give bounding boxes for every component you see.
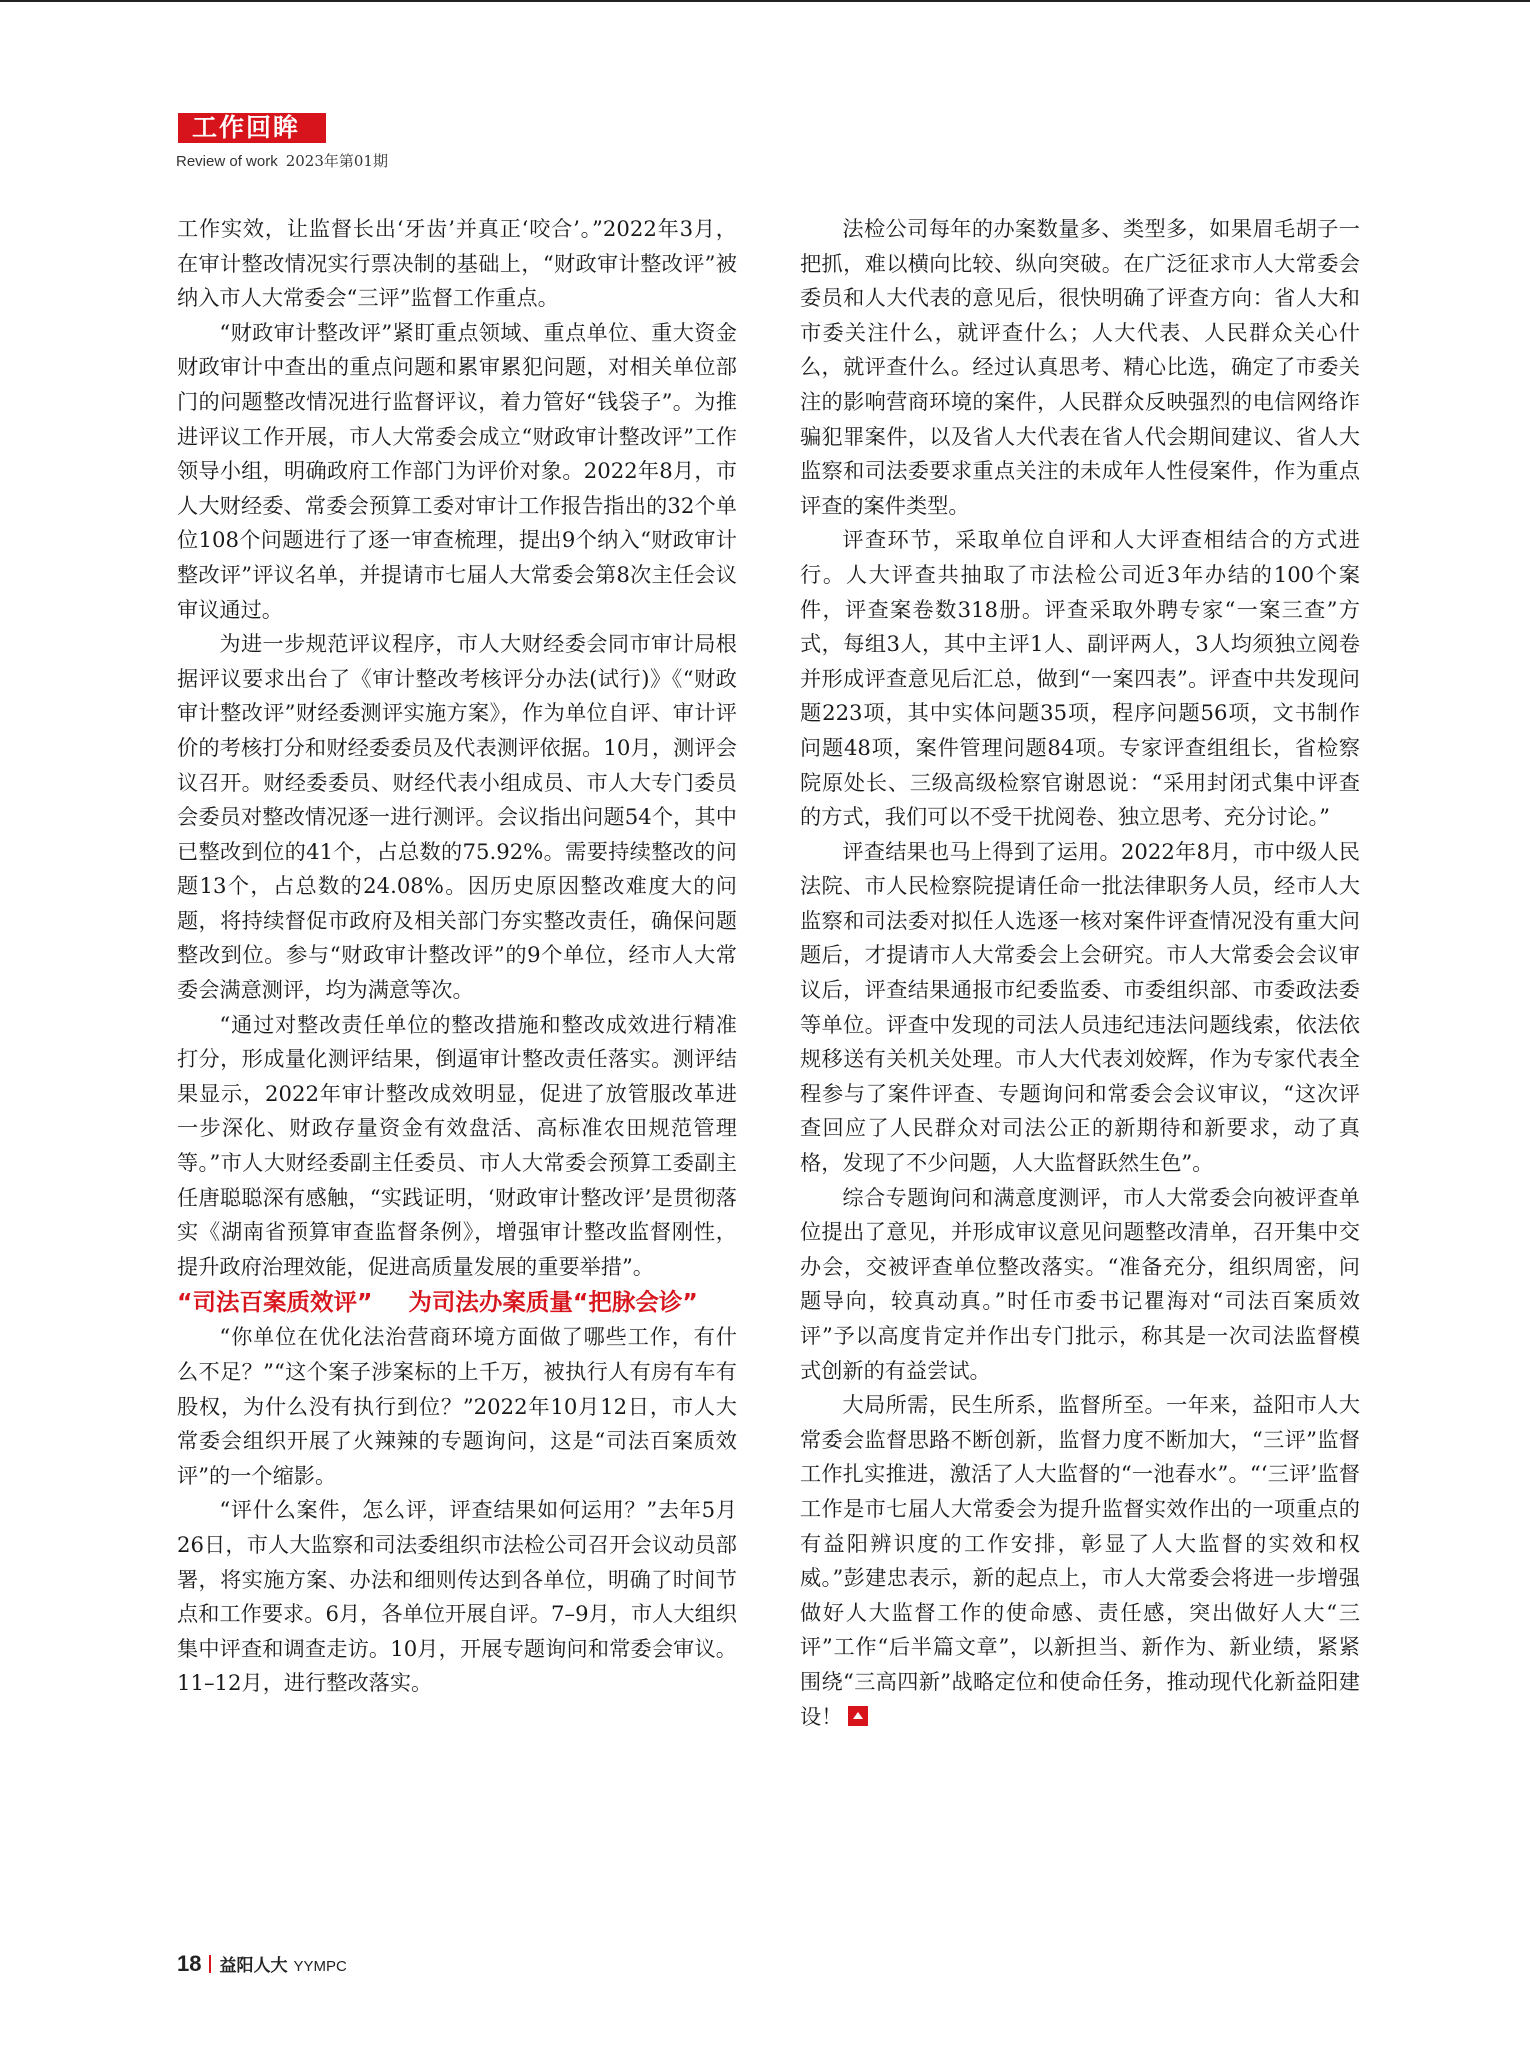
paragraph: 评查环节，采取单位自评和人大评查相结合的方式进行。人大评查共抽取了市法检公司近3年办结的100个案件，评查案卷数318册。评查采取外聘专家“一案三查”方式，每组3人，其中主评1人、副评两人，3人均须独立阅卷并形成评查意见后汇总，做到“一案四表”。评查中共发现问题223项，其中实体问题35项，程序问题56项，文书制作问题48项，案件管理问题84项。专家评查组组长，省检察院原处长、三级高级检察官谢恩说：“采用封闭式集中评查的方式，我们可以不受干扰阅卷、独立思考、充分讨论。” xyxy=(800,527,1360,830)
paragraph: 综合专题询问和满意度测评，市人大常委会向被评查单位提出了意见，并形成审议意见问题整改清单，召开集中交办会，交被评查单位整改落实。“准备充分，组织周密，问题导向，较真动真。”时任市委书记瞿海对“司法百案质效评”予以高度肯定并作出专门批示，称其是一次司法监督模式创新的有益尝试。 xyxy=(800,1184,1360,1383)
section-subheading xyxy=(177,1284,737,1320)
header-subtitle xyxy=(176,150,388,171)
paragraph: “评什么案件，怎么评，评查结果如何运用？”去年5月26日，市人大监察和司法委组织市法检公司召开会议动员部署，将实施方案、办法和细则传达到各单位，明确了时间节点和工作要求。6月，各单位开展自评。7–9月，市人大组织集中评查和调查走访。10月，开展专题询问和常委会审议。11–12月，进行整改落实。 xyxy=(177,1497,737,1696)
paragraph-final xyxy=(800,1388,1360,1734)
final-paragraph-text: 大局所需，民生所系，监督所至。一年来，益阳市人大常委会监督思路不断创新，监督力度不断加大，“三评”监督工作扎实推进，激活了人大监督的“一池春水”。“‘三评’监督工作是市七届人大常委会为提升监督实效作出的一项重点的有益阳辨识度的工作安排，彰显了人大监督的实效和权威。”彭建忠表示，新的起点上，市人大常委会将进一步增强做好人大监督工作的使命感、责任感，突出做好人大“三评”工作“后半篇文章”，以新担当、新作为、新业绩，紧紧围绕“三高四新”战略定位和使命任务，推动现代化新益阳建设！ xyxy=(800,1392,1360,1729)
paragraph: 为进一步规范评议程序，市人大财经委会同市审计局根据评议要求出台了《审计整改考核评分办法(试行)》《“财政审计整改评”财经委测评实施方案》，作为单位自评、审计评价的考核打分和财经委委员及代表测评依据。10月，测评会议召开。财经委委员、财经代表小组成员、市人大专门委员会委员对整改情况逐一进行测评。会议指出问题54个，其中已整改到位的41个，占总数的75.92%。需要持续整改的问题13个，占总数的24.08%。因历史原因整改难度大的问题，将持续督促市政府及相关部门夯实整改责任，确保问题整改到位。参与“财政审计整改评”的9个单位，经市人大常委会满意测评，均为满意等次。 xyxy=(177,631,737,1003)
subheading-part-b: 为司法办案质量“把脉会诊” xyxy=(408,1288,698,1317)
left-column xyxy=(177,212,737,1701)
magazine-code: YYMPC xyxy=(293,1958,347,1975)
top-rule xyxy=(0,0,1530,2)
issue-date: 2023年第01期 xyxy=(285,152,388,170)
paragraph: 工作实效，让监督长出‘牙齿’并真正‘咬合’。”2022年3月，在审计整改情况实行票决制的基础上，“财政审计整改评”被纳入市人大常委会“三评”监督工作重点。 xyxy=(177,216,737,311)
subheading-part-a: “司法百案质效评” xyxy=(177,1288,373,1317)
magazine-name: 益阳人大 xyxy=(219,1956,288,1976)
paragraph: “通过对整改责任单位的整改措施和整改成效进行精准打分，形成量化测评结果，倒逼审计整改责任落实。测评结果显示，2022年审计整改成效明显，促进了放管服改革进一步深化、财政存量资金有效盘活、高标准农田规范管理等。”市人大财经委副主任委员、市人大常委会预算工委副主任唐聪聪深有感触，“实践证明，‘财政审计整改评’是贯彻落实《湖南省预算审查监督条例》，增强审计整改监督刚性，提升政府治理效能，促进高质量发展的重要举措”。 xyxy=(177,1011,737,1279)
paragraph: “财政审计整改评”紧盯重点领域、重点单位、重大资金财政审计中查出的重点问题和累审累犯问题，对相关单位部门的问题整改情况进行监督评议，着力管好“钱袋子”。为推进评议工作开展，市人大常委会成立“财政审计整改评”工作领导小组，明确政府工作部门为评价对象。2022年8月，市人大财经委、常委会预算工委对审计工作报告指出的32个单位108个问题进行了逐一审查梳理，提出9个纳入“财政审计整改评”评议名单，并提请市七届人大常委会第8次主任会议审议通过。 xyxy=(177,319,737,622)
section-english-title: Review of work xyxy=(176,153,278,170)
article-end-icon xyxy=(848,1706,868,1726)
right-column xyxy=(800,212,1360,1734)
paragraph: “你单位在优化法治营商环境方面做了哪些工作，有什么不足？”“这个案子涉案标的上千万，被执行人有房有车有股权，为什么没有执行到位？”2022年10月12日，市人大常委会组织开展了火辣辣的专题询问，这是“司法百案质效评”的一个缩影。 xyxy=(177,1324,737,1488)
page-number: 18 xyxy=(177,1951,202,1976)
section-tag: 工作回眸 xyxy=(178,113,316,143)
paragraph: 法检公司每年的办案数量多、类型多，如果眉毛胡子一把抓，难以横向比较、纵向突破。在广泛征求市人大常委会委员和人大代表的意见后，很快明确了评查方向：省人大和市委关注什么，就评查什么；人大代表、人民群众关心什么，就评查什么。经过认真思考、精心比选，确定了市委关注的影响营商环境的案件，人民群众反映强烈的电信网络诈骗犯罪案件，以及省人大代表在省人代会期间建议、省人大监察和司法委要求重点关注的未成年人性侵案件，作为重点评查的案件类型。 xyxy=(800,216,1360,518)
footer-divider xyxy=(209,1955,211,1973)
page-footer xyxy=(177,1951,347,1977)
paragraph: 评查结果也马上得到了运用。2022年8月，市中级人民法院、市人民检察院提请任命一批法律职务人员，经市人大监察和司法委对拟任人选逐一核对案件评查情况没有重大问题后，才提请市人大常委会上会研究。市人大常委会会议审议后，评查结果通报市纪委监委、市委组织部、市委政法委等单位。评查中发现的司法人员违纪违法问题线索，依法依规移送有关机关处理。市人大代表刘姣辉，作为专家代表全程参与了案件评查、专题询问和常委会会议审议，“这次评查回应了人民群众对司法公正的新期待和新要求，动了真格，发现了不少问题，人大监督跃然生色”。 xyxy=(800,838,1360,1176)
